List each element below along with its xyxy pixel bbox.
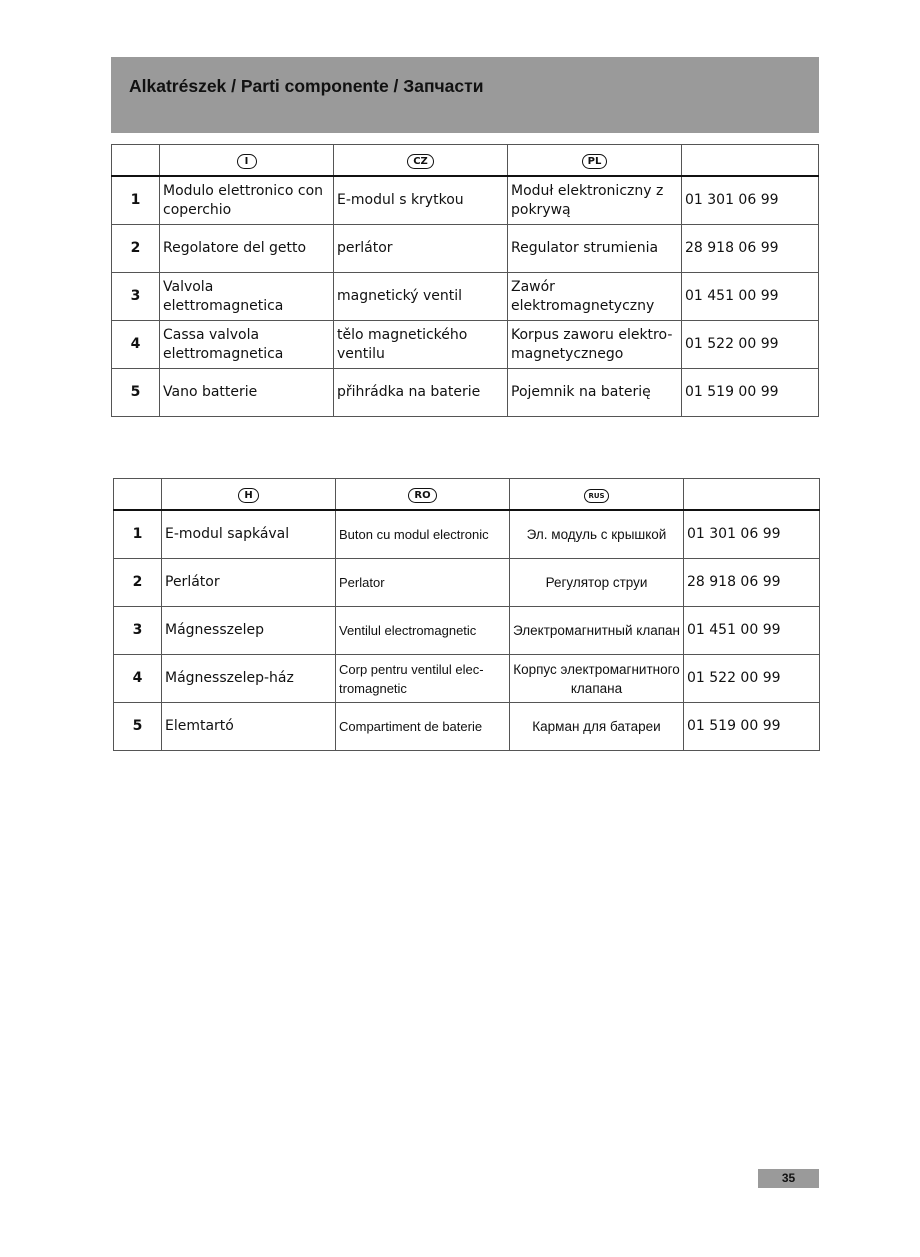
part-code: 28 918 06 99	[684, 559, 820, 607]
row-number: 3	[112, 273, 160, 321]
page-title: Alkatrészek / Parti componente / Запчасти	[129, 76, 484, 96]
part-name-it: Cassa valvola elettromagnetica	[160, 321, 334, 369]
part-name-ro: Perlator	[336, 559, 510, 607]
row-number: 2	[114, 559, 162, 607]
row-number: 4	[112, 321, 160, 369]
table-row	[112, 176, 819, 225]
header-cell-code	[684, 479, 820, 511]
part-name-ru: Электромагнитный клапан	[510, 607, 684, 655]
lang-badge-cz: CZ	[407, 154, 434, 169]
part-code: 01 519 00 99	[684, 703, 820, 751]
header-cell-lang	[510, 479, 684, 511]
part-code: 01 522 00 99	[684, 655, 820, 703]
table-row	[114, 607, 820, 655]
lang-badge-i: I	[237, 154, 257, 169]
part-code: 01 301 06 99	[684, 510, 820, 559]
table-header-row	[114, 479, 820, 511]
part-name-cz: E-modul s krytkou	[334, 176, 508, 225]
part-code: 28 918 06 99	[682, 225, 819, 273]
table-row	[112, 225, 819, 273]
part-name-pl: Moduł elektroniczny z pokrywą	[508, 176, 682, 225]
header-band	[111, 57, 819, 133]
part-code: 01 301 06 99	[682, 176, 819, 225]
header-cell-code	[682, 145, 819, 177]
part-name-hu: Mágnesszelep-ház	[162, 655, 336, 703]
part-code: 01 519 00 99	[682, 369, 819, 417]
page-number: 35	[758, 1169, 819, 1188]
header-cell-lang	[508, 145, 682, 177]
header-cell-lang	[334, 145, 508, 177]
table-row	[114, 703, 820, 751]
header-cell-num	[112, 145, 160, 177]
part-code: 01 451 00 99	[684, 607, 820, 655]
lang-badge-h: H	[238, 488, 258, 503]
row-number: 5	[114, 703, 162, 751]
row-number: 3	[114, 607, 162, 655]
part-name-it: Regolatore del getto	[160, 225, 334, 273]
part-name-pl: Zawór elektromagnetyczny	[508, 273, 682, 321]
part-name-it: Vano batterie	[160, 369, 334, 417]
part-name-ro: Compartiment de baterie	[336, 703, 510, 751]
row-number: 1	[114, 510, 162, 559]
part-name-ru: Корпус электромагнитного клапана	[510, 655, 684, 703]
table-header-row	[112, 145, 819, 177]
header-cell-num	[114, 479, 162, 511]
part-name-cz: přihrádka na baterie	[334, 369, 508, 417]
parts-table-h-ro-rus	[113, 478, 820, 751]
part-name-it: Valvola elettromagnetica	[160, 273, 334, 321]
part-code: 01 522 00 99	[682, 321, 819, 369]
part-name-pl: Regulator strumienia	[508, 225, 682, 273]
lang-badge-pl: PL	[582, 154, 608, 169]
table-row	[114, 559, 820, 607]
part-name-it: Modulo elettronico con coperchio	[160, 176, 334, 225]
lang-badge-ro: RO	[408, 488, 436, 503]
part-name-ru: Регулятор струи	[510, 559, 684, 607]
row-number: 2	[112, 225, 160, 273]
part-name-hu: E-modul sapkával	[162, 510, 336, 559]
header-cell-lang	[162, 479, 336, 511]
header-cell-lang	[160, 145, 334, 177]
part-name-cz: perlátor	[334, 225, 508, 273]
part-name-ru: Эл. модуль с крышкой	[510, 510, 684, 559]
table-row	[112, 369, 819, 417]
row-number: 1	[112, 176, 160, 225]
table-row	[114, 655, 820, 703]
part-name-cz: magnetický ventil	[334, 273, 508, 321]
part-name-hu: Mágnesszelep	[162, 607, 336, 655]
table-row	[112, 321, 819, 369]
part-name-hu: Perlátor	[162, 559, 336, 607]
part-name-pl: Korpus zaworu elektro-magnetycznego	[508, 321, 682, 369]
part-name-ru: Карман для батареи	[510, 703, 684, 751]
table-row	[112, 273, 819, 321]
part-name-ro: Corp pentru ventilul elec-tromagnetic	[336, 655, 510, 703]
part-name-pl: Pojemnik na baterię	[508, 369, 682, 417]
table-row	[114, 510, 820, 559]
part-name-ro: Buton cu modul electronic	[336, 510, 510, 559]
lang-badge-rus: RUS	[584, 489, 608, 503]
parts-table-i-cz-pl	[111, 144, 819, 417]
part-name-ro: Ventilul electromagnetic	[336, 607, 510, 655]
row-number: 5	[112, 369, 160, 417]
header-cell-lang	[336, 479, 510, 511]
part-code: 01 451 00 99	[682, 273, 819, 321]
row-number: 4	[114, 655, 162, 703]
part-name-hu: Elemtartó	[162, 703, 336, 751]
part-name-cz: tělo magnetického ventilu	[334, 321, 508, 369]
